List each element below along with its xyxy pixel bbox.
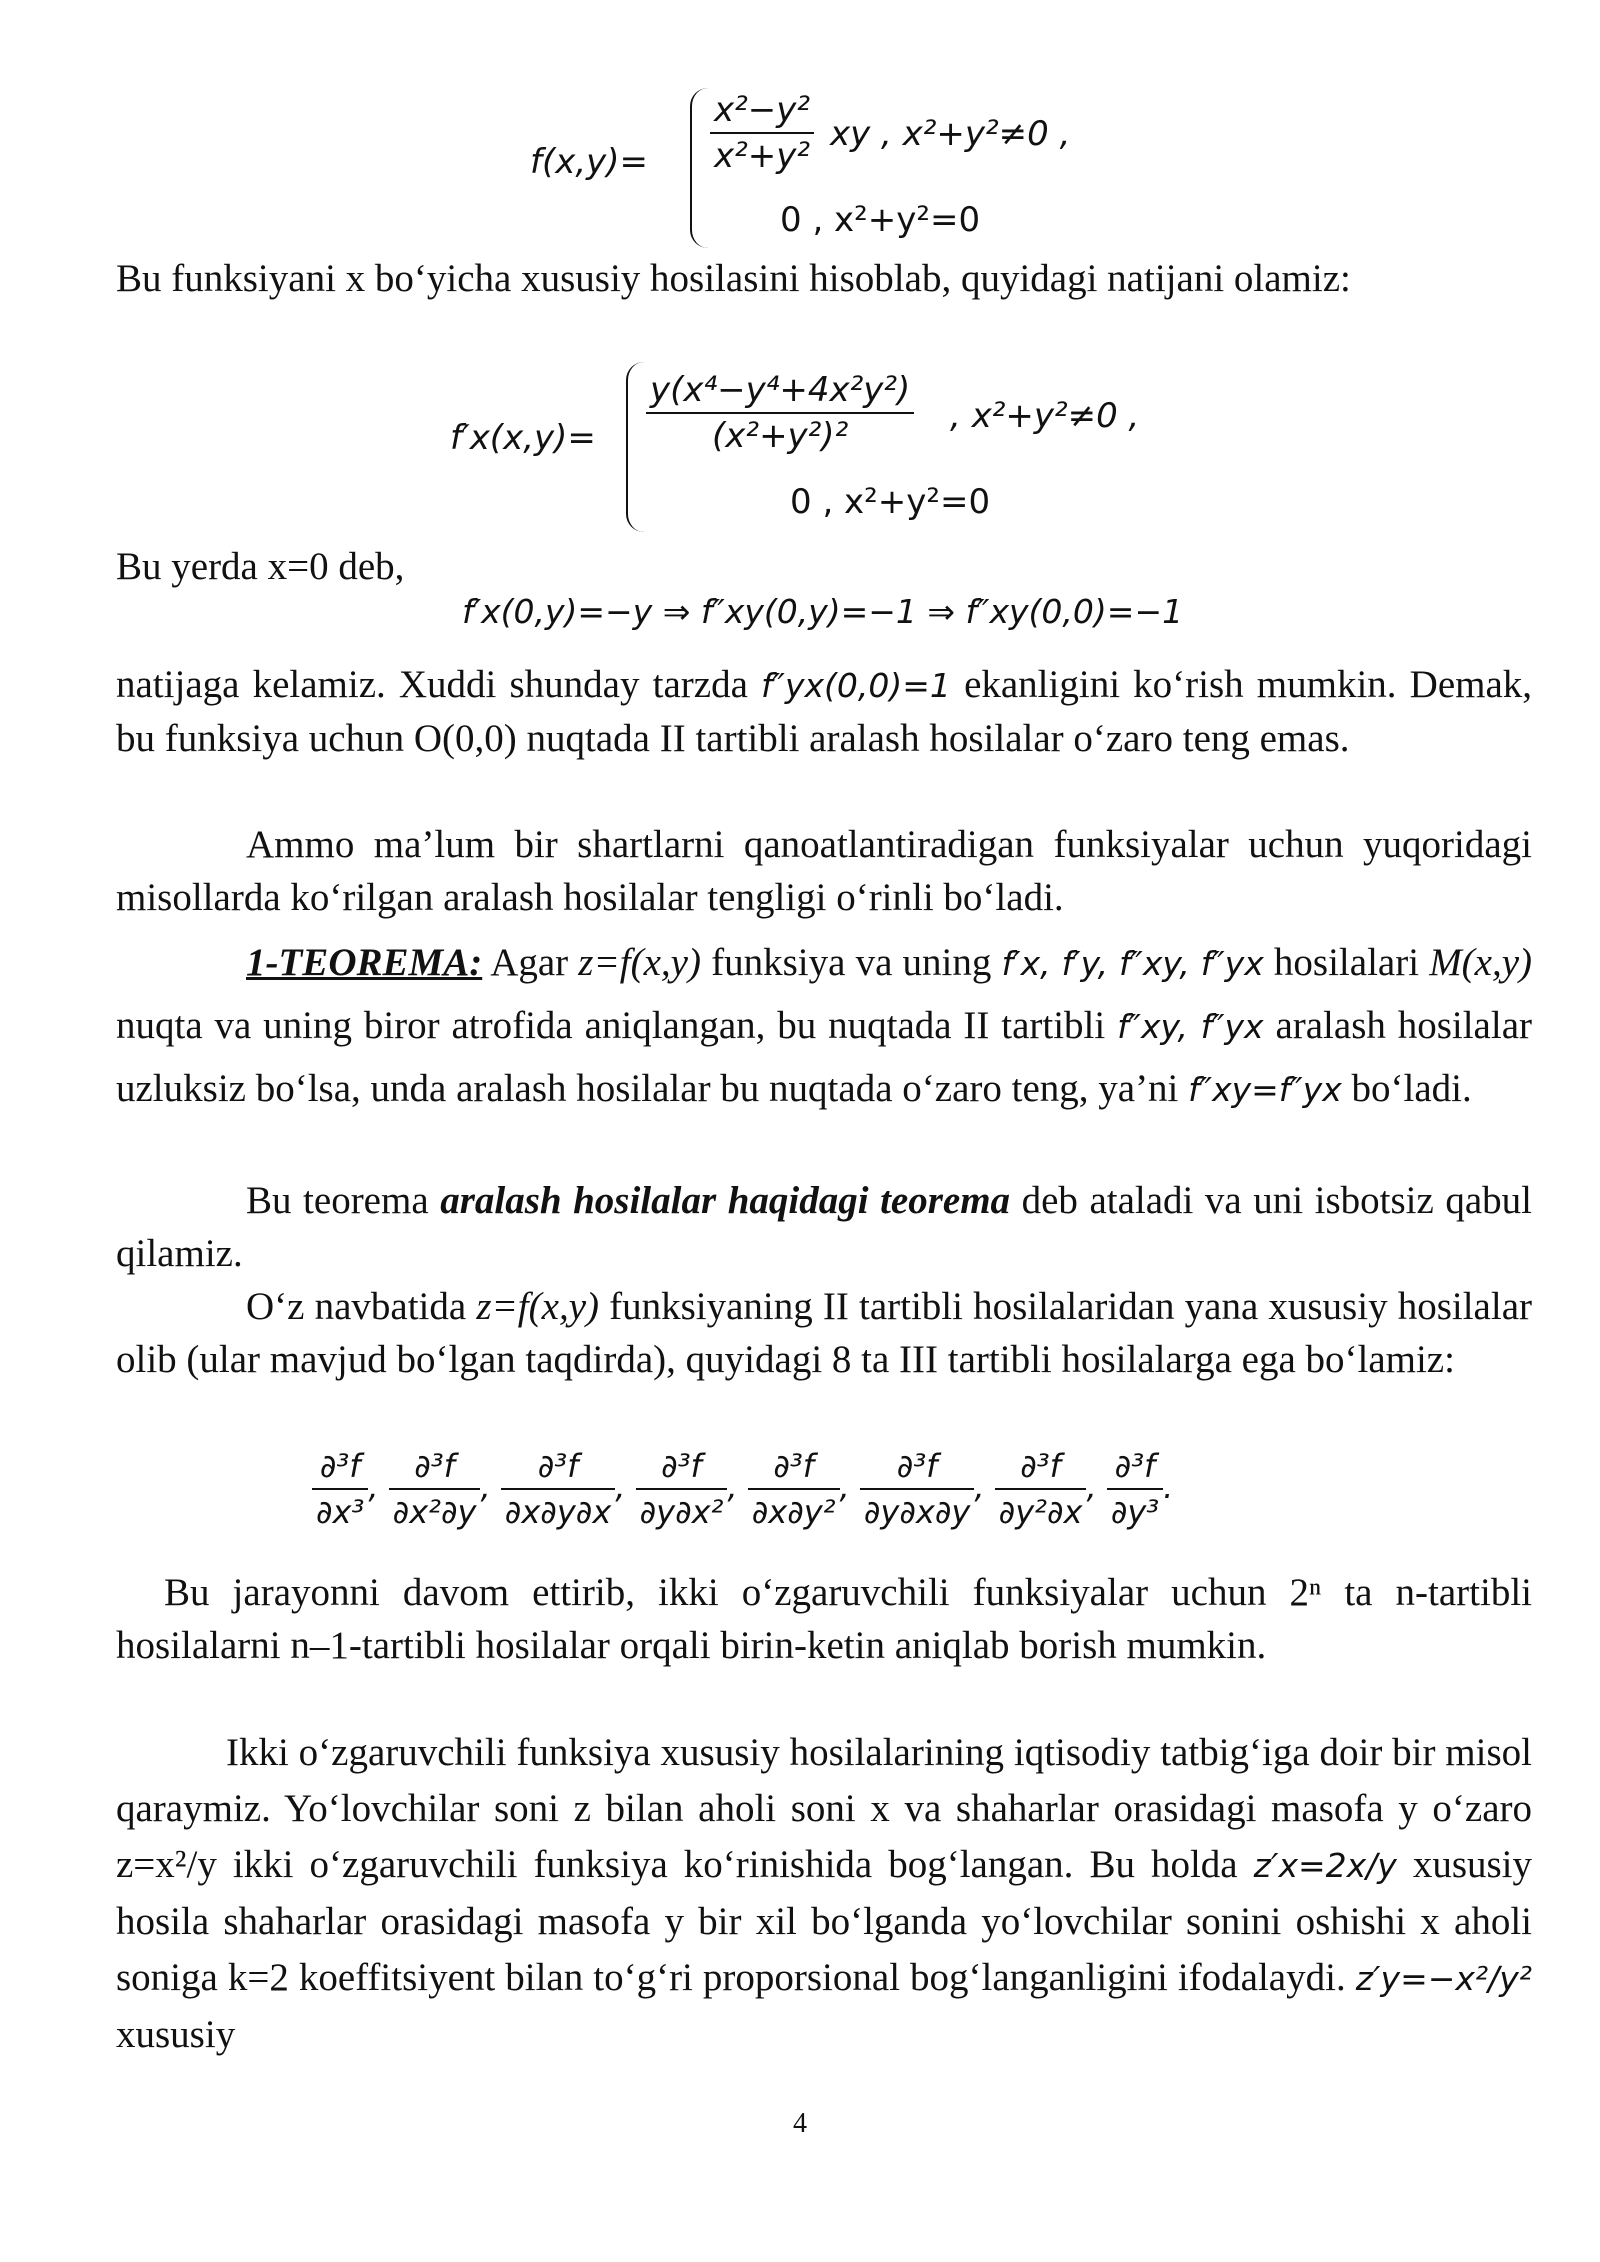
p6-function: z=f(x,y) [476,1285,599,1328]
theorem-text-1: Agar [490,941,569,984]
d3-0-den: ∂x³ [316,1493,365,1531]
d3-7-den: ∂y³ [1110,1493,1160,1531]
eq2-case1-condition: , x²+y²≠0 , [950,396,1140,436]
eq1-case2: 0 , x²+y²=0 [780,200,981,240]
eq2-numerator: y(x⁴−y⁴+4x²y²) [646,368,914,414]
theorem-mixed-derivatives: f″xy, f″yx [1117,1007,1264,1046]
paragraph-7: Bu jarayonni davom ettirib, ikki o‘zgaruvchili funksiyalar uchun 2ⁿ ta n-tartibli hosilalarni n–1-tartibli hosilalar orqali birin-ketin aniqlab borish mumkin. [116,1571,1532,1667]
p5-bold-term: aralash hosilalar haqidagi teorema [440,1179,1011,1222]
eq1-case1-condition: xy , x²+y²≠0 , [830,114,1071,154]
paragraph-5 [116,1174,1532,1280]
p3-inline-formula: f″yx(0,0)=1 [761,666,951,705]
page-number: 4 [793,2108,807,2139]
eq1-brace [690,88,710,248]
d3-7-num: ∂³f [1107,1444,1163,1490]
paragraph-8 [116,1725,1532,2063]
p6-text-b: funksiyaning II tartibli hosilalaridan yana xususiy hosilalar olib (ular mavjud bo‘lgan taqdirda), quyidagi 8 ta III tartibli hosilalarga ega bo‘lamiz: [116,1285,1532,1381]
eq2-case2: 0 , x²+y²=0 [790,482,991,522]
p6-text-a: O‘z navbatida [246,1285,467,1328]
theorem-text-6: bo‘ladi. [1351,1067,1472,1110]
paragraph-6 [116,1280,1532,1386]
theorem-title: 1-TEOREMA: [246,941,483,984]
eq2-denominator: (x²+y²)² [712,416,849,456]
paragraph-4: Ammo ma’lum bir shartlarni qanoatlantiradigan funksiyalar uchun yuqoridagi misollarda ko‘rilgan aralash hosilalar tengligi o‘rinli bo‘ladi. [116,823,1532,919]
p8-text-b: xususiy hosila shaharlar orasidagi masofa y bir xil bo‘lganda yo‘lovchilar sonini oshishi x aholi soniga k=2 koeffitsiyent bilan to‘g‘ri proporsional bog‘langanligini ifodalaydi. [116,1843,1533,1999]
theorem-point: M(x,y) [1429,941,1533,984]
d3-3-num: ∂³f [636,1444,728,1490]
theorem-text-3: hosilalari [1273,941,1420,984]
theorem-text-5: aralash hosilalar uzluksiz bo‘lsa, unda aralash hosilalar bu nuqtada o‘zaro teng, ya’ni [116,1004,1533,1110]
eq1-lhs: f(x,y)= [530,142,649,182]
d3-5-num: ∂³f [860,1444,974,1490]
eq1-fraction [710,88,814,178]
paragraph-3 [116,658,1532,765]
theorem-text-2: funksiya va uning [711,941,992,984]
d3-3-den: ∂y∂x² [639,1493,724,1531]
equation-partial-fx [450,362,1190,532]
theorem-function: z=f(x,y) [578,941,701,984]
d3-1-num: ∂³f [389,1444,481,1490]
p8-text-a: Ikki o‘zgaruvchili funksiya xususiy hosilalarining iqtisodiy tatbig‘iga doir bir misol qaraymiz. Yo‘lovchilar soni z bilan aholi soni x va shaharlar orasidagi masofa y o‘zaro z=x²/y ikki o‘zgaruvchili funksiya ko‘rinishida bog‘langan. Bu holda [116,1731,1532,1886]
d3-1-den: ∂x²∂y [392,1493,477,1531]
d3-4-num: ∂³f [748,1444,840,1490]
p8-inline-zx: z′x=2x/y [1253,1846,1397,1885]
p3-text-a: natijaga kelamiz. Xuddi shunday tarzda [116,663,748,706]
theorem-paragraph [116,932,1532,1121]
theorem-text-4: nuqta va uning biror atrofida aniqlangan, bu nuqtada II tartibli [116,1004,1106,1047]
eq1-numerator: x²−y² [710,88,814,134]
d3-2-den: ∂x∂y∂x [504,1493,612,1531]
d3-0-num: ∂³f [312,1444,368,1490]
p3-text-b: ekanligini ko‘rish mumkin. Demak, bu funksiya uchun O(0,0) nuqtada II tartibli aralash hosilalar o‘zaro teng emas. [116,663,1533,760]
eq2-brace [626,362,646,532]
p8-inline-zy: z′y=−x²/y² [1355,1959,1533,1998]
equation-piecewise-f [530,88,1150,248]
d3-2-num: ∂³f [501,1444,615,1490]
eq2-fraction [646,368,914,458]
d3-4-den: ∂x∂y² [751,1493,836,1531]
p8-text-c: xususiy [116,2013,236,2056]
theorem-equality: f″xy=f″yx [1188,1070,1342,1109]
paragraph-2: Bu yerda x=0 deb, [116,545,405,588]
eq2-lhs: f′x(x,y)= [450,418,596,458]
d3-6-den: ∂y²∂x [998,1493,1083,1531]
p5-text-a: Bu teorema [246,1179,429,1222]
eq1-denominator: x²+y² [714,136,810,176]
d3-6-num: ∂³f [995,1444,1087,1490]
p5-text-b: deb ataladi va uni isbotsiz qabul qilamiz. [116,1179,1533,1275]
equation-limit-chain: f′x(0,y)=−y ⇒ f″xy(0,y)=−1 ⇒ f″xy(0,0)=−1 [462,592,1184,631]
d3-5-den: ∂y∂x∂y [863,1493,971,1531]
third-order-derivatives: $\frac{\text{∂³f}}{\text{∂x³}}$ , $\frac{\text{∂³f}}{\text{∂x²∂y}}$ , $\frac{\text{∂³f}}{\partial x\partial y\partial x}$ , $\frac{\text{∂³f}}{\text{∂y∂x²}}$ , $\frac{\text{∂³f}}{\text{∂x∂y²}}$ , $\frac{\text{∂³f}}{\partial y\partial x\partial y}$ , $\frac{\text{∂³f}}{\text{∂y²∂x}}$ , $\frac{\text{∂³f}}{\text{∂y³}}$ . [312,1444,1173,1534]
theorem-derivatives: f′x, f′y, f″xy, f″yx [1001,944,1264,983]
paragraph-1: Bu funksiyani x bo‘yicha xususiy hosilasini hisoblab, quyidagi natijani olamiz: [116,257,1351,300]
